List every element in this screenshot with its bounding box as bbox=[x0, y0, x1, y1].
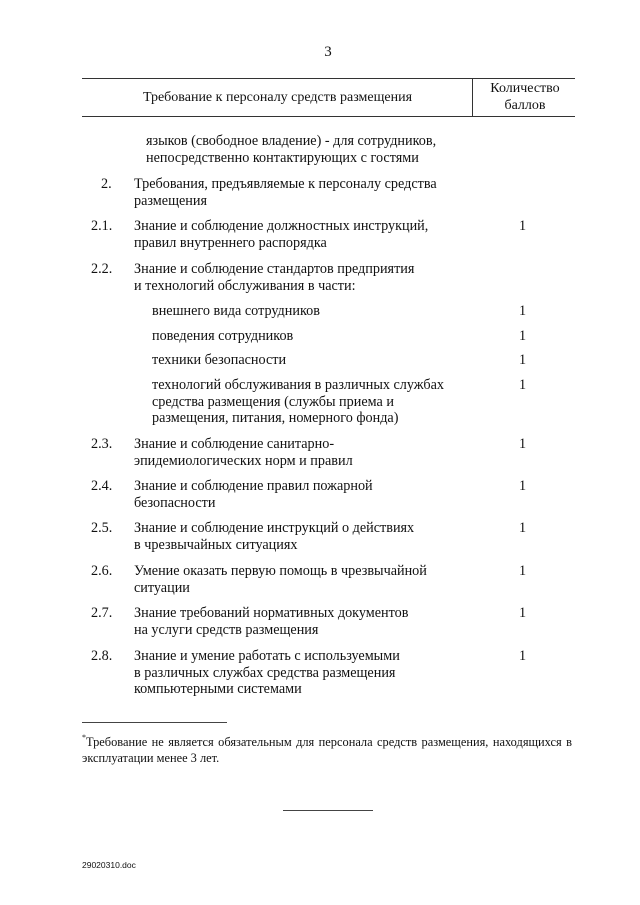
table-row-text: Знание требований нормативных документов на услуги средств размещения bbox=[134, 605, 409, 638]
row-number: 2.6. bbox=[91, 563, 113, 579]
footnote-marker: * bbox=[82, 733, 86, 742]
row-score: 1 bbox=[519, 563, 527, 579]
row-number: 2.3. bbox=[91, 436, 113, 452]
table-row-text: языков (свободное владение) - для сотрудников, непосредственно контактирующих с гостями bbox=[146, 133, 437, 166]
header-column-divider bbox=[472, 78, 473, 116]
row-score: 1 bbox=[519, 328, 527, 344]
table-row-text: Знание и соблюдение санитарно- эпидемиологических норм и правил bbox=[134, 436, 353, 469]
row-score: 1 bbox=[519, 218, 527, 234]
header-bottom-rule bbox=[82, 116, 575, 117]
table-row-text: технологий обслуживания в различных службах средства размещения (службы приема и размещения, питания, номерного фонда) bbox=[152, 377, 445, 426]
row-score: 1 bbox=[519, 352, 527, 368]
page-number: 3 bbox=[324, 44, 332, 60]
row-number: 2.4. bbox=[91, 478, 113, 494]
row-number: 2.5. bbox=[91, 520, 113, 536]
table-row-text: Знание и соблюдение должностных инструкций, правил внутреннего распорядка bbox=[134, 218, 429, 251]
table-row-text: Умение оказать первую помощь в чрезвычайной ситуации bbox=[134, 563, 427, 596]
footnote-text: Требование не является обязательным для персонала средств размещения, находящихся в эксплуатации менее 3 лет. bbox=[82, 735, 572, 765]
row-score: 1 bbox=[519, 648, 527, 664]
table-row-text: Знание и соблюдение правил пожарной безопасности bbox=[134, 478, 373, 511]
end-rule bbox=[283, 810, 373, 811]
row-score: 1 bbox=[519, 605, 527, 621]
row-score: 1 bbox=[519, 377, 527, 393]
table-row-text: техники безопасности bbox=[152, 352, 287, 368]
row-score: 1 bbox=[519, 436, 527, 452]
table-row-text: поведения сотрудников bbox=[152, 328, 294, 344]
footnote-separator bbox=[82, 722, 227, 723]
row-number: 2.7. bbox=[91, 605, 113, 621]
row-number: 2.1. bbox=[91, 218, 113, 234]
header-top-rule bbox=[82, 78, 575, 79]
row-score: 1 bbox=[519, 478, 527, 494]
footnote bbox=[82, 730, 572, 766]
table-row-text: внешнего вида сотрудников bbox=[152, 303, 320, 319]
row-number: 2.2. bbox=[91, 261, 113, 277]
table-row-text: Знание и умение работать с используемыми в различных службах средства размещения компьютерными системами bbox=[134, 648, 400, 697]
row-score: 1 bbox=[519, 303, 527, 319]
row-number: 2. bbox=[101, 176, 112, 192]
document-code: 29020310.doc bbox=[82, 860, 136, 870]
table-row-text: Знание и соблюдение стандартов предприятия и технологий обслуживания в части: bbox=[134, 261, 415, 294]
row-number: 2.8. bbox=[91, 648, 113, 664]
table-row-text: Требования, предъявляемые к персоналу средства размещения bbox=[134, 176, 437, 209]
header-score: Количество баллов bbox=[490, 81, 560, 113]
table-row-text: Знание и соблюдение инструкций о действиях в чрезвычайных ситуациях bbox=[134, 520, 415, 553]
row-score: 1 bbox=[519, 520, 527, 536]
header-requirement: Требование к персоналу средств размещения bbox=[142, 90, 413, 105]
